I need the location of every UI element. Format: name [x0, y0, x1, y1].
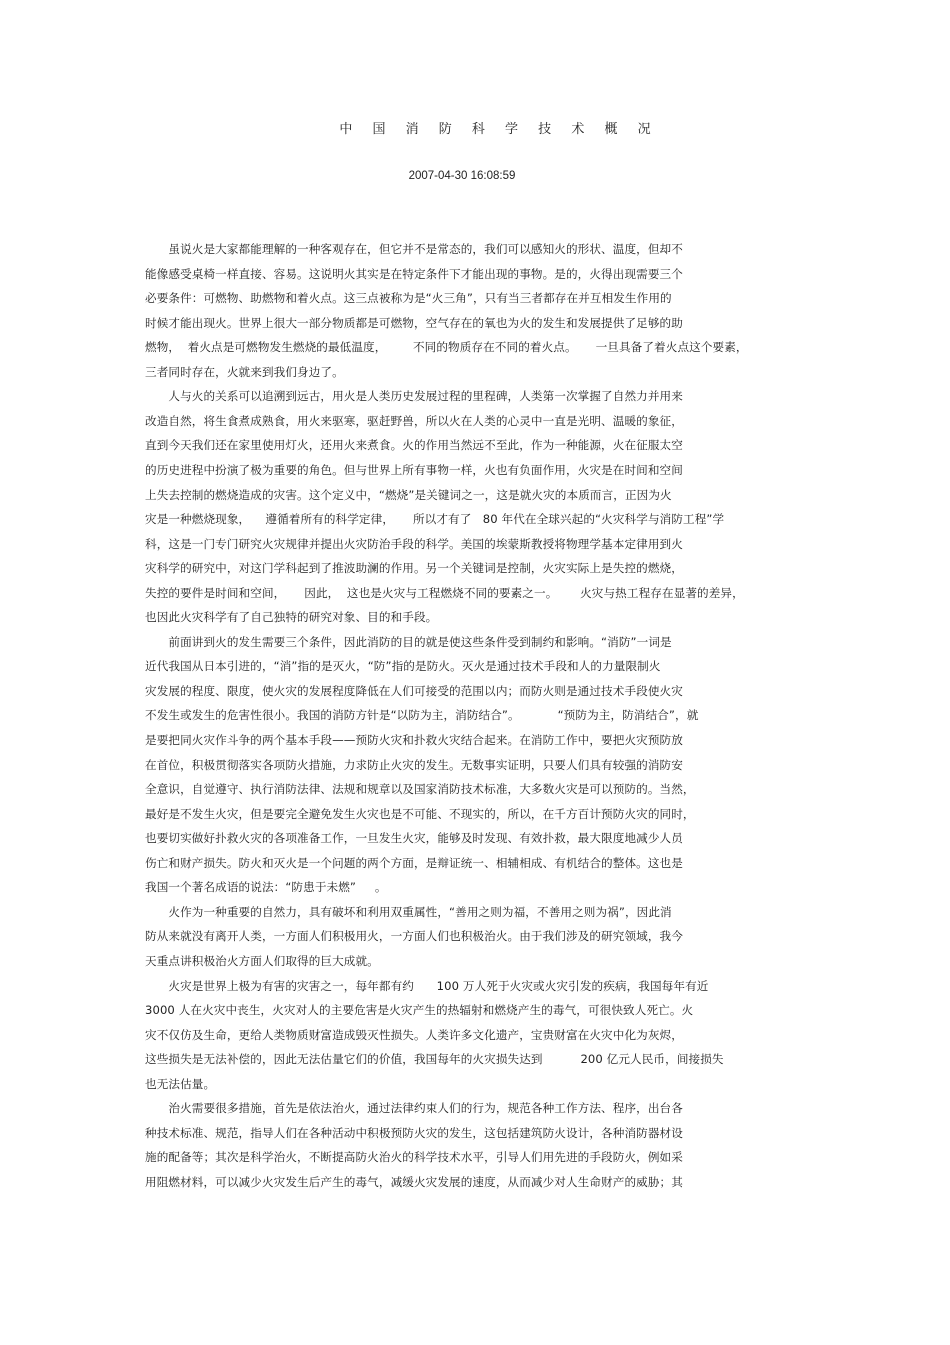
text-line: 必要条件：可燃物、助燃物和着火点。这三点被称为是“火三角”，只有当三者都存在并互相发生作用的: [145, 291, 672, 306]
text-line: 种技术标准、规范，指导人们在各种活动中积极预防火灾的发生，这包括建筑防火设计，各种消防器材设: [145, 1125, 683, 1140]
text-line: 能像感受桌椅一样直接、容易。这说明火其实是在特定条件下才能出现的事物。是的，火得出现需要三个: [145, 266, 683, 281]
text-line: 伤亡和财产损失。防火和灭火是一个问题的两个方面，是辩证统一、相辅相成、有机结合的整体。这也是: [145, 855, 683, 870]
text-line: 火作为一种重要的自然力，具有破坏和利用双重属性，“善用之则为福，不善用之则为祸”，因此消: [145, 904, 672, 919]
text-line: 时候才能出现火。世界上很大一部分物质都是可燃物，空气存在的氧也为火的发生和发展提供了足够的助: [145, 315, 683, 330]
text-line: 灾是一种燃烧现象， 遵循着所有的科学定律， 所以才有了 80 年代在全球兴起的“火灾科学与消防工程”学: [145, 512, 725, 527]
text-line: 改造自然，将生食煮成熟食，用火来驱寒，驱赶野兽，所以火在人类的心灵中一直是光明、温暖的象征，: [145, 413, 683, 428]
text-line: 的历史进程中扮演了极为重要的角色。但与世界上所有事物一样，火也有负面作用，火灾是在时间和空间: [145, 462, 683, 477]
text-line: 治火需要很多措施，首先是依法治火，通过法律约束人们的行为，规范各种工作方法、程序，出台各: [145, 1101, 683, 1116]
document-title: 中 国 消 防 科 学 技 术 概 况: [339, 122, 659, 137]
text-line: 灾科学的研究中，对这门学科起到了推波助澜的作用。另一个关键词是控制，火灾实际上是失控的燃烧，: [145, 561, 683, 576]
text-line: 是要把同火灾作斗争的两个基本手段——预防火灾和扑救火灾结合起来。在消防工作中，要把火灾预防放: [145, 733, 683, 747]
text-line: 灾不仅仿及生命，更给人类物质财富造成毁灭性损失。人类许多文化遗产，宝贵财富在火灾中化为灰烬，: [145, 1027, 683, 1042]
text-line: 防从来就没有离开人类，一方面人们积极用火，一方面人们也积极治火。由于我们涉及的研究领域，我今: [145, 929, 683, 944]
text-line: 我国一个著名成语的说法：“防患于未燃” 。: [145, 880, 387, 895]
text-line: 在首位，积极贯彻落实各项防火措施，力求防止火灾的发生。无数事实证明，只要人们具有较强的消防安: [145, 757, 683, 772]
text-line: 上失去控制的燃烧造成的灾害。这个定义中，“燃烧”是关键词之一，这是就火灾的本质而言，正因为火: [145, 487, 672, 502]
text-line: 最好是不发生火灾，但是要完全避免发生火灾也是不可能、不现实的，所以，在千方百计预防火灾的同时，: [145, 806, 695, 821]
text-line: 用阻燃材料，可以减少火灾发生后产生的毒气，减缓火灾发展的速度，从而减少对人生命财产的威胁；其: [145, 1174, 683, 1189]
text-line: 科，这是一门专门研究火灾规律并提出火灾防治手段的科学。美国的埃蒙斯教授将物理学基本定律用到火: [145, 536, 683, 551]
text-line: 也要切实做好扑救火灾的各项准备工作，一旦发生火灾，能够及时发现、有效扑救，最大限度地减少人员: [145, 831, 683, 846]
text-line: 失控的要件是时间和空间， 因此， 这也是火灾与工程燃烧不同的要素之一。 火灾与热工程存在显著的差异，: [145, 585, 744, 600]
text-line: 这些损失是无法补偿的，因此无法估量它们的价值，我国每年的火灾损失达到 200 亿元人民币，间接损失: [145, 1052, 724, 1067]
text-line: 前面讲到火的发生需要三个条件，因此消防的目的就是使这些条件受到制约和影响。“消防”一词是: [145, 634, 672, 649]
text-line: 天重点讲积极治火方面人们取得的巨大成就。: [145, 953, 379, 968]
text-line: 直到今天我们还在家里使用灯火，还用火来煮食。火的作用当然远不至此，作为一种能源，火在征服太空: [145, 438, 683, 453]
text-line: 不发生或发生的危害性很小。我国的消防方针是“以防为主，消防结合”。 “预防为主，防消结合”，就: [145, 708, 699, 723]
text-line: 施的配备等；其次是科学治火，不断提高防火治火的科学技术水平，引导人们用先进的手段防火，例如采: [145, 1150, 683, 1165]
text-line: 三者同时存在，火就来到我们身边了。: [145, 364, 344, 379]
text-line: 也因此火灾科学有了自己独特的研究对象、目的和手段。: [145, 610, 438, 625]
text-line: 近代我国从日本引进的，“消”指的是灭火，“防”指的是防火。灭火是通过技术手段和人的力量限制火: [145, 659, 661, 674]
text-line: 3000 人在火灾中丧生，火灾对人的主要危害是火灾产生的热辐射和燃烧产生的毒气，可很快致人死亡。火: [145, 1003, 694, 1018]
document-date: 2007-04-30 16:08:59: [408, 170, 516, 182]
text-line: 虽说火是大家都能理解的一种客观存在，但它并不是常态的，我们可以感知火的形状、温度，但却不: [145, 242, 683, 256]
text-line: 全意识，自觉遵守、执行消防法律、法规和规章以及国家消防技术标准，大多数火灾是可以预防的。当然，: [145, 782, 695, 797]
text-line: 也无法估量。: [145, 1076, 216, 1091]
text-line: 燃物， 着火点是可燃物发生燃烧的最低温度， 不同的物质存在不同的着火点。 一旦具备了着火点这个要素，: [145, 340, 748, 355]
text-line: 人与火的关系可以追溯到远古，用火是人类历史发展过程的里程碑，人类第一次掌握了自然力并用来: [145, 389, 683, 404]
text-line: 灾发展的程度、限度，使火灾的发展程度降低在人们可接受的范围以内；而防火则是通过技术手段使火灾: [145, 683, 683, 698]
text-line: 火灾是世界上极为有害的灾害之一，每年都有约 100 万人死于火灾或火灾引发的疾病，我国每年有近: [145, 978, 709, 993]
